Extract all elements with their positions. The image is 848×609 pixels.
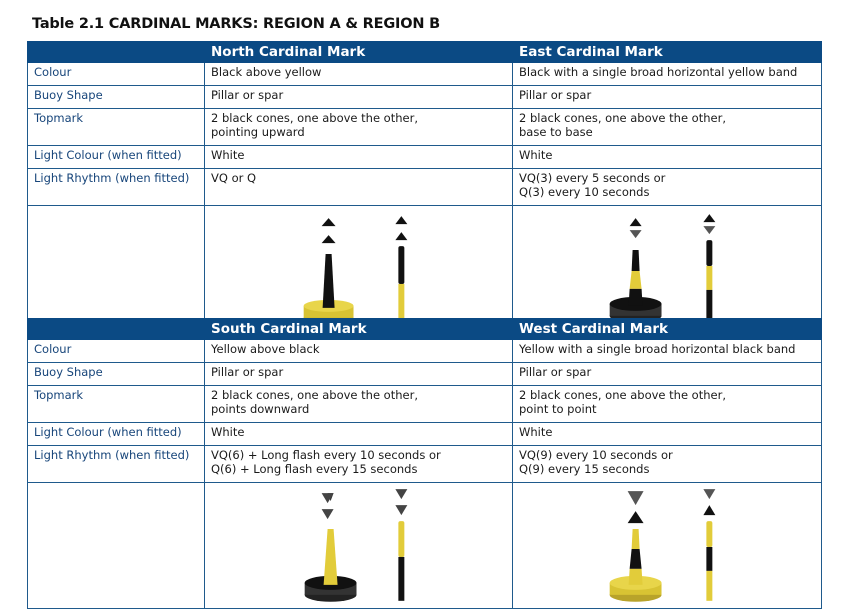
east-shape: Pillar or spar — [513, 86, 822, 109]
north-cardinal-buoy-icon — [205, 206, 512, 328]
table-row-shape — [28, 363, 822, 386]
table-row-illustrations — [28, 483, 822, 609]
west-topmark-line2: point to point — [519, 402, 597, 416]
table-row-colour — [28, 340, 822, 363]
north-light-colour: White — [205, 146, 513, 169]
east-rhythm-line2: Q(3) every 10 seconds — [519, 185, 650, 199]
south-shape: Pillar or spar — [205, 363, 513, 386]
table-row-illustrations — [28, 206, 822, 332]
table-row-light-colour — [28, 146, 822, 169]
label-light-rhythm: Light Rhythm (when fitted) — [28, 446, 205, 483]
west-rhythm — [513, 446, 822, 483]
label-colour: Colour — [28, 63, 205, 86]
west-rhythm-line2: Q(9) every 15 seconds — [519, 462, 650, 476]
east-rhythm-line1: VQ(3) every 5 seconds or — [519, 171, 666, 185]
header-row — [28, 42, 822, 63]
table-row-light-rhythm — [28, 446, 822, 483]
west-topmark-line1: 2 black cones, one above the other, — [519, 388, 726, 402]
table-row-topmark — [28, 109, 822, 146]
west-colour: Yellow with a single broad horizontal black band — [513, 340, 822, 363]
south-cardinal-buoy-icon — [205, 483, 512, 605]
east-topmark-line2: base to base — [519, 125, 593, 139]
header-east: East Cardinal Mark — [513, 42, 822, 63]
label-colour: Colour — [28, 340, 205, 363]
label-topmark: Topmark — [28, 386, 205, 423]
west-shape: Pillar or spar — [513, 363, 822, 386]
label-topmark: Topmark — [28, 109, 205, 146]
label-light-rhythm: Light Rhythm (when fitted) — [28, 169, 205, 206]
table-row-light-rhythm — [28, 169, 822, 206]
north-illustration — [205, 206, 513, 332]
header-blank — [28, 319, 205, 340]
table-row-topmark — [28, 386, 822, 423]
east-illustration — [513, 206, 822, 332]
south-rhythm-line1: VQ(6) + Long flash every 10 seconds or — [211, 448, 441, 462]
west-topmark — [513, 386, 822, 423]
north-topmark-line1: 2 black cones, one above the other, — [211, 111, 418, 125]
east-colour: Black with a single broad horizontal yellow band — [513, 63, 822, 86]
south-rhythm — [205, 446, 513, 483]
cardinal-table-south-west — [27, 318, 822, 609]
header-west: West Cardinal Mark — [513, 319, 822, 340]
east-cardinal-buoy-icon — [513, 206, 821, 328]
west-illustration — [513, 483, 822, 609]
south-topmark-line1: 2 black cones, one above the other, — [211, 388, 418, 402]
label-light-colour: Light Colour (when fitted) — [28, 423, 205, 446]
header-blank — [28, 42, 205, 63]
south-light-colour: White — [205, 423, 513, 446]
illustration-blank — [28, 483, 205, 609]
east-rhythm — [513, 169, 822, 206]
east-light-colour: White — [513, 146, 822, 169]
north-shape: Pillar or spar — [205, 86, 513, 109]
west-light-colour: White — [513, 423, 822, 446]
east-topmark-line1: 2 black cones, one above the other, — [519, 111, 726, 125]
north-topmark-line2: pointing upward — [211, 125, 305, 139]
header-south: South Cardinal Mark — [205, 319, 513, 340]
table-row-light-colour — [28, 423, 822, 446]
south-topmark — [205, 386, 513, 423]
west-rhythm-line1: VQ(9) every 10 seconds or — [519, 448, 673, 462]
south-rhythm-line2: Q(6) + Long flash every 15 seconds — [211, 462, 418, 476]
south-topmark-line2: points downward — [211, 402, 310, 416]
north-topmark — [205, 109, 513, 146]
west-cardinal-buoy-icon — [513, 483, 821, 605]
table-title: Table 2.1 CARDINAL MARKS: REGION A & REGION B — [32, 16, 440, 32]
table-row-colour — [28, 63, 822, 86]
north-colour: Black above yellow — [205, 63, 513, 86]
south-colour: Yellow above black — [205, 340, 513, 363]
east-topmark — [513, 109, 822, 146]
cardinal-table-north-east — [27, 41, 822, 332]
header-row — [28, 319, 822, 340]
table-row-shape — [28, 86, 822, 109]
label-shape: Buoy Shape — [28, 363, 205, 386]
illustration-blank — [28, 206, 205, 332]
label-shape: Buoy Shape — [28, 86, 205, 109]
north-rhythm — [205, 169, 513, 206]
label-light-colour: Light Colour (when fitted) — [28, 146, 205, 169]
header-north: North Cardinal Mark — [205, 42, 513, 63]
north-rhythm-line1: VQ or Q — [211, 171, 257, 185]
south-illustration — [205, 483, 513, 609]
